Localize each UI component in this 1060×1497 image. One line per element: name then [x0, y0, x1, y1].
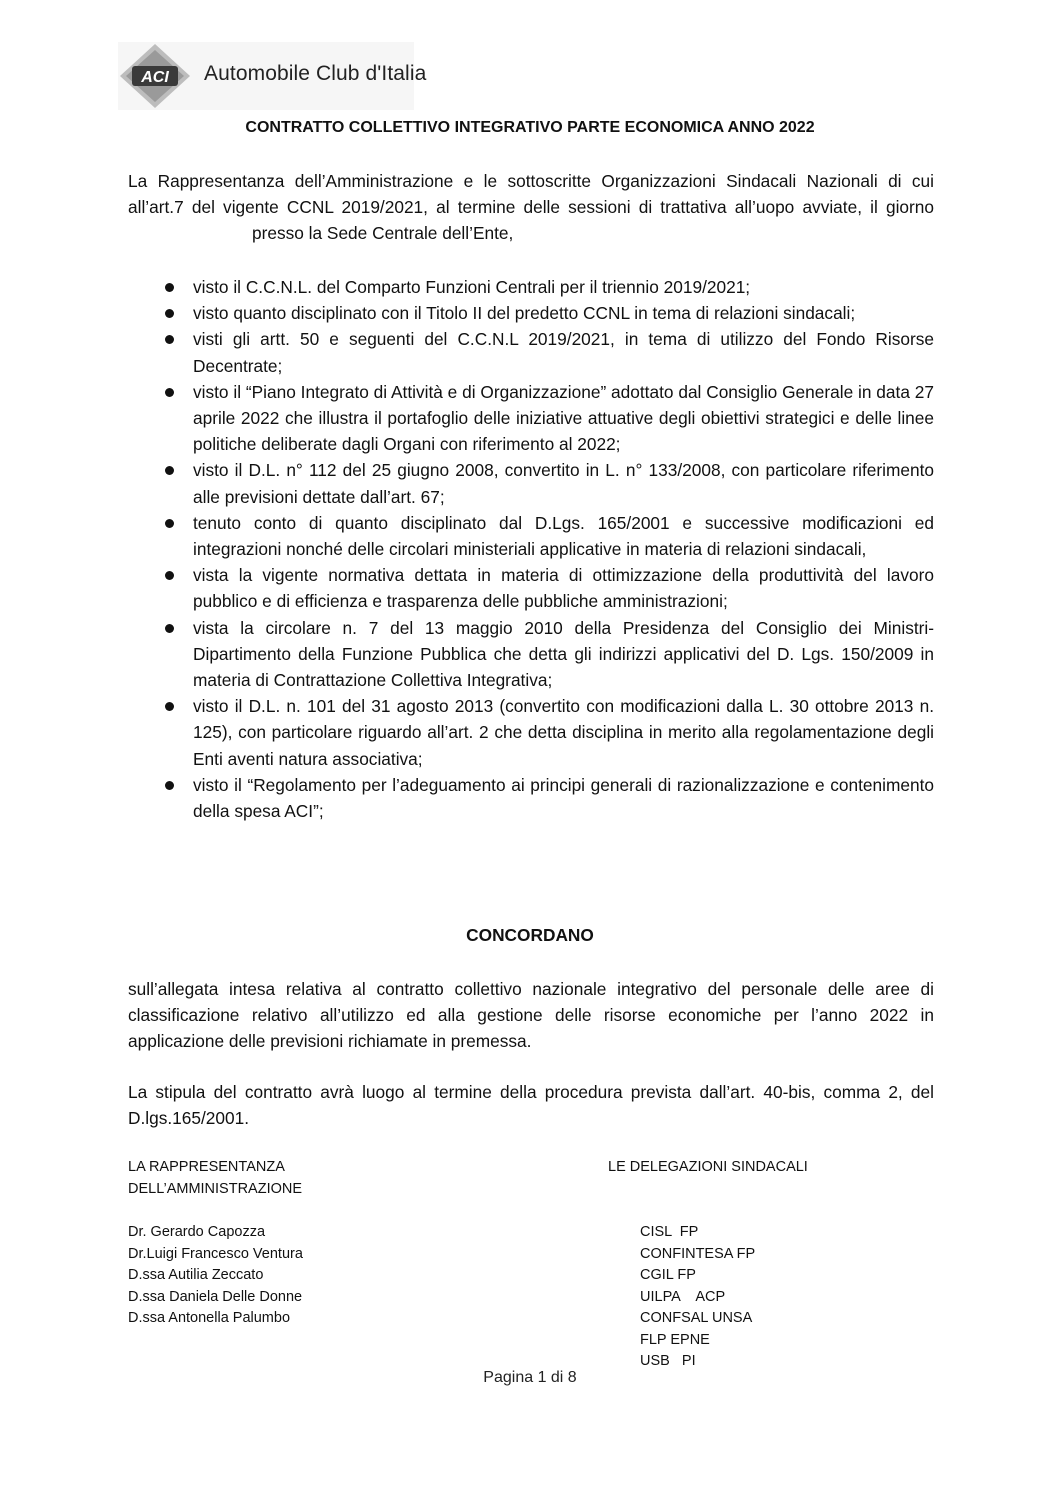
bullet-icon [165, 309, 174, 318]
signatory-name: D.ssa Daniela Delle Donne [128, 1288, 303, 1305]
list-item [128, 562, 934, 614]
list-item [128, 772, 934, 824]
intro-text-part1: La Rappresentanza dell’Amministrazione e le sottoscritte Organizzazioni Sindacali Nazionali di cui all’art.7 del vigente CCNL 2019/2021, al termine delle sessioni di trattativa all’uopo avviate, il giorno [128, 171, 934, 218]
intro-paragraph [128, 168, 934, 247]
list-item [128, 615, 934, 694]
union-name: USB PI [640, 1353, 696, 1369]
list-item [128, 274, 934, 300]
aci-logo-icon [118, 42, 192, 110]
administration-heading-line1: LA RAPPRESENTANZA [128, 1159, 285, 1175]
list-item [128, 300, 934, 326]
bullet-icon [165, 335, 174, 344]
list-item [128, 510, 934, 562]
list-item [128, 693, 934, 772]
logo-wordmark: Automobile Club d'Italia [204, 62, 427, 85]
bullet-icon [165, 781, 174, 790]
agreement-paragraph: sull’allegata intesa relativa al contratto collettivo nazionale integrativo del personale delle aree di classificazione relativo all’utilizzo ed alla gestione delle risorse economiche per l’anno 2022 in applicazione delle previsioni richiamate in premessa. [128, 979, 934, 1052]
bullet-icon [165, 702, 174, 711]
signatory-name: D.ssa Antonella Palumbo [128, 1310, 291, 1326]
list-item-text: vista la circolare n. 7 del 13 maggio 2010 della Presidenza del Consiglio dei Ministri-Dipartimento della Funzione Pubblica che detta gli indirizzi applicativi del D. Lgs. 150/2009 in materia di Contrattazione Collettiva Integrativa; [193, 617, 934, 691]
administration-signatories [128, 1222, 303, 1330]
header-logo [118, 42, 427, 110]
union-name: CONFSAL UNSA [640, 1310, 753, 1326]
list-item-text: visti gli artt. 50 e seguenti del C.C.N.L 2019/2021, in tema di utilizzo del Fondo Risorse Decentrate; [193, 329, 934, 376]
union-name: CONFINTESA FP [640, 1245, 756, 1262]
union-name: CISL FP [640, 1224, 699, 1240]
administration-heading [128, 1157, 302, 1200]
bullet-icon [165, 519, 174, 528]
intro-text-part2: presso la Sede Centrale dell’Ente, [252, 223, 514, 244]
union-signatories [640, 1222, 755, 1373]
list-item-text: vista la vigente normativa dettata in materia di ottimizzazione della produttività del lavoro pubblico e di efficienza e trasparenza delle pubbliche amministrazioni; [193, 565, 934, 612]
document-title: CONTRATTO COLLETTIVO INTEGRATIVO PARTE ECONOMICA ANNO 2022 [245, 119, 815, 136]
list-item [128, 457, 934, 509]
list-item-text: visto il D.L. n° 112 del 25 giugno 2008, convertito in L. n° 133/2008, con particolare riferimento alle previsioni dettate dall’art. 67; [193, 460, 934, 507]
list-item-text: visto il C.C.N.L. del Comparto Funzioni Centrali per il triennio 2019/2021; [193, 277, 751, 297]
unions-heading: LE DELEGAZIONI SINDACALI [608, 1159, 808, 1175]
list-item [128, 326, 934, 378]
stipulation-paragraph: La stipula del contratto avrà luogo al termine della procedura prevista dall’art. 40-bis, comma 2, del D.lgs.165/2001. [128, 1082, 934, 1129]
bullet-icon [165, 283, 174, 292]
section-heading-concordano: CONCORDANO [466, 925, 594, 945]
list-item-text: tenuto conto di quanto disciplinato dal D.Lgs. 165/2001 e successive modificazioni ed integrazioni nonché delle circolari ministeriali applicative in materia di relazioni sindacali, [193, 512, 934, 560]
list-item-text: visto il D.L. n. 101 del 31 agosto 2013 (convertito con modificazioni dalla L. 30 ottobre 2013 n. 125), con particolare riguardo all’art. 2 che detta disciplina in merito alla regolamentazione degli Enti aventi natura associativa; [193, 696, 934, 769]
union-name: UILPA ACP [640, 1288, 726, 1305]
bullet-icon [165, 624, 174, 633]
premises-list [128, 274, 934, 824]
page-number: Pagina 1 di 8 [483, 1369, 577, 1386]
logo-mark-text: ACI [141, 69, 169, 86]
union-name: CGIL FP [640, 1267, 696, 1283]
signatory-name: D.ssa Autilia Zeccato [128, 1267, 264, 1283]
bullet-icon [165, 571, 174, 580]
list-item-text: visto il “Regolamento per l’adeguamento ai principi generali di razionalizzazione e contenimento della spesa ACI”; [193, 774, 934, 822]
list-item [128, 379, 934, 458]
list-item-text: visto quanto disciplinato con il Titolo II del predetto CCNL in tema di relazioni sindacali; [193, 303, 856, 324]
bullet-icon [165, 466, 174, 475]
administration-heading-line2: DELL’AMMINISTRAZIONE [128, 1180, 303, 1197]
signatory-name: Dr.Luigi Francesco Ventura [128, 1245, 303, 1262]
union-name: FLP EPNE [640, 1331, 710, 1348]
list-item-text: visto il “Piano Integrato di Attività e di Organizzazione” adottato dal Consiglio Generale in data 27 aprile 2022 che illustra il portafoglio delle iniziative attuative degli obiettivi strategici e delle linee politiche deliberate dagli Organi con riferimento al 2022; [193, 381, 934, 455]
bullet-icon [165, 388, 174, 397]
signatory-name: Dr. Gerardo Capozza [128, 1224, 266, 1240]
